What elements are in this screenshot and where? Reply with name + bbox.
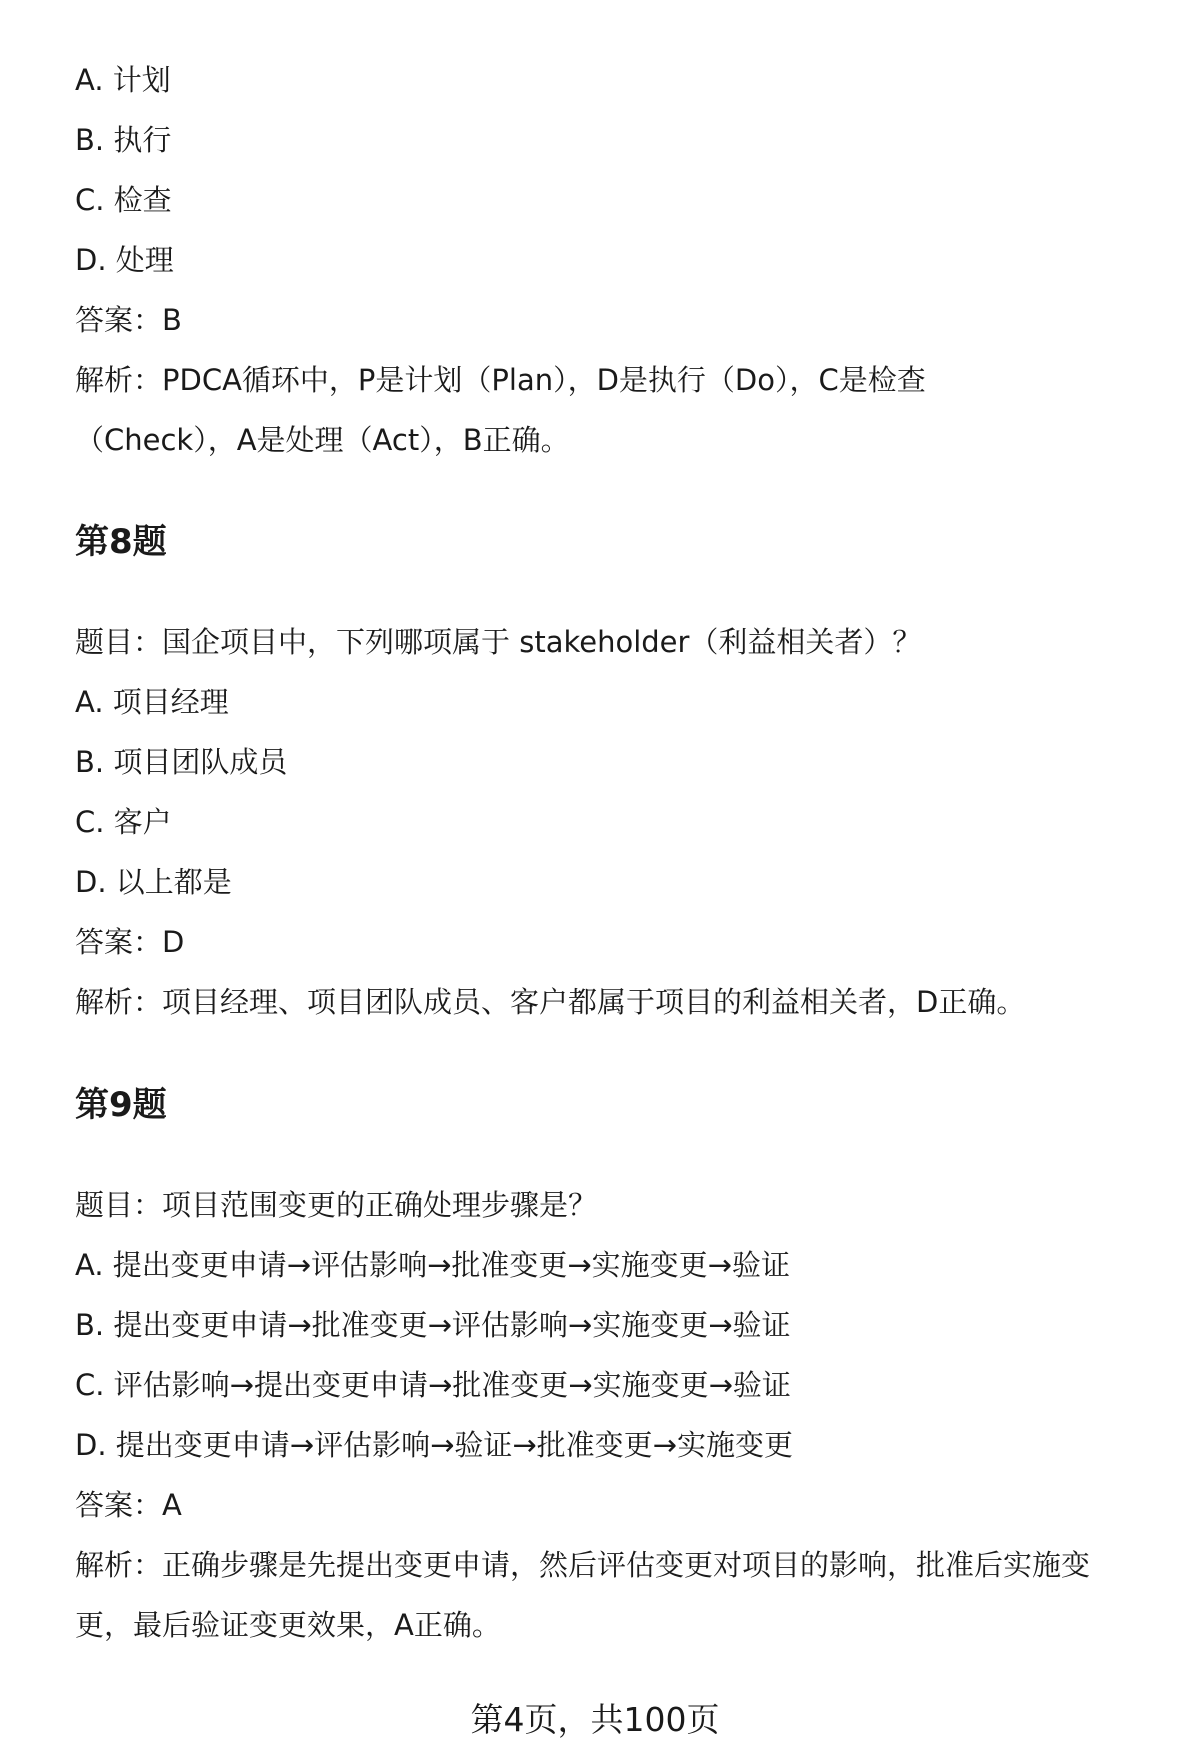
- q9-analysis-line-1: 解析：正确步骤是先提出变更申请，然后评估变更对项目的影响，批准后实施变: [75, 1548, 1091, 1582]
- page-indicator: 第4页，共100页: [470, 1700, 720, 1739]
- q8-analysis-line-1: 解析：项目经理、项目团队成员、客户都属于项目的利益相关者，D正确。: [75, 985, 1026, 1019]
- q8-option-d: D. 以上都是: [75, 865, 232, 899]
- q7-option-a: A. 计划: [75, 63, 171, 97]
- q7-option-b: B. 执行: [75, 123, 172, 157]
- q8-heading: 第8题: [75, 522, 167, 562]
- q7-option-c: C. 检查: [75, 183, 172, 217]
- q7-option-d: D. 处理: [75, 243, 174, 277]
- q9-question: 题目：项目范围变更的正确处理步骤是？: [75, 1188, 598, 1222]
- q7-answer: 答案：B: [75, 303, 182, 337]
- q9-analysis-line-2: 更，最后验证变更效果，A正确。: [75, 1608, 501, 1642]
- q8-option-b: B. 项目团队成员: [75, 745, 288, 779]
- q8-question: 题目：国企项目中，下列哪项属于 stakeholder（利益相关者）？: [75, 625, 922, 659]
- q9-heading: 第9题: [75, 1085, 167, 1125]
- q9-option-c: C. 评估影响→提出变更申请→批准变更→实施变更→验证: [75, 1368, 791, 1402]
- q9-option-a: A. 提出变更申请→评估影响→批准变更→实施变更→验证: [75, 1248, 790, 1282]
- q8-option-a: A. 项目经理: [75, 685, 229, 719]
- q9-option-d: D. 提出变更申请→评估影响→验证→批准变更→实施变更: [75, 1428, 793, 1462]
- q7-analysis-line-2: （Check），A是处理（Act），B正确。: [75, 423, 570, 457]
- q8-answer: 答案：D: [75, 925, 185, 959]
- q9-option-b: B. 提出变更申请→批准变更→评估影响→实施变更→验证: [75, 1308, 791, 1342]
- q7-analysis-line-1: 解析：PDCA循环中，P是计划（Plan），D是执行（Do），C是检查: [75, 363, 926, 397]
- q8-option-c: C. 客户: [75, 805, 172, 839]
- q9-answer: 答案：A: [75, 1488, 182, 1522]
